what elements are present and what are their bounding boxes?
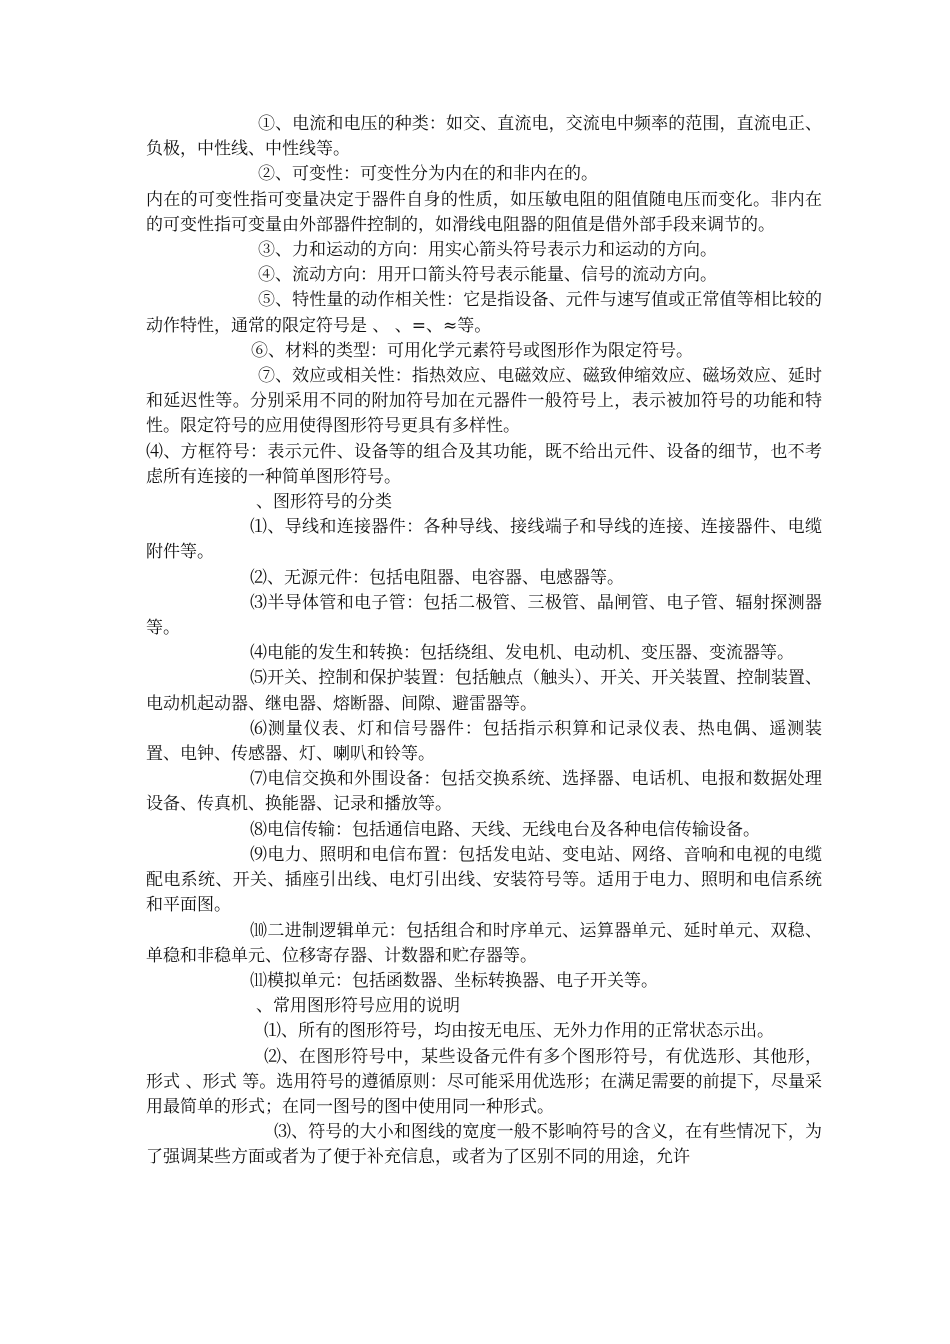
list-item-conductors: ⑴、导线和连接器件：各种导线、接线端子和导线的连接、连接器件、电缆附件等。 [146,517,822,563]
heading-usage-notes: 、常用图形符号应用的说明 [256,996,460,1017]
note-symbol-forms: ⑵、在图形符号中，某些设备元件有多个图形符号，有优选形、其他形，形式 、形式 等。选用符号的遵循原则：尽可能采用优选形；在满足需要的前提下，尽量采用最简单的形式；在同一图号的图中使用同一种形式。 [146,1046,822,1117]
list-item-telecom-transmission: ⑻电信传输：包括通信电路、天线、无线电台及各种电信传输设备。 [250,819,760,840]
paragraph-block-symbol: ⑷、方框符号：表示元件、设备等的组合及其功能，既不给出元件、设备的细节，也不考虑所有连接的一种简单图形符号。 [146,441,822,487]
paragraph-variability: ②、可变性：可变性分为内在的和非内在的。 [258,164,598,185]
list-item-binary-logic: ⑽二进制逻辑单元：包括组合和时序单元、运算器单元、延时单元、双稳、单稳和非稳单元、位移寄存器、计数器和贮存器等。 [146,920,822,966]
paragraph-material-type: ⑥、材料的类型：可用化学元素符号或图形作为限定符号。 [251,340,693,361]
paragraph-current-voltage-type: ①、电流和电压的种类：如交、直流电，交流电中频率的范围，直流电正、负极，中性线、中性线等。 [146,114,822,160]
paragraph-force-motion-direction: ③、力和运动的方向：用实心箭头符号表示力和运动的方向。 [258,240,717,261]
note-symbol-size: ⑶、符号的大小和图线的宽度一般不影响符号的含义，在有些情况下，为了强调某些方面或者为了便于补充信息，或者为了区别不同的用途，允许 [146,1122,822,1168]
document-body [146,112,822,1171]
paragraph-internal-variability: 内在的可变性指可变量决定于器件自身的性质，如压敏电阻的阻值随电压而变化。非内在的可变性指可变量由外部器件控制的，如滑线电阻器的阻值是借外部手段来调节的。 [146,189,822,235]
list-item-power-lighting-layout: ⑼电力、照明和电信布置：包括发电站、变电站、网络、音响和电视的电缆配电系统、开关、插座引出线、电灯引出线、安装符号等。适用于电力、照明和电信系统和平面图。 [146,844,822,916]
paragraph-effect-dependency: ⑦、效应或相关性：指热效应、电磁效应、磁致伸缩效应、磁场效应、延时和延迟性等。分别采用不同的附加符号加在元器件一般符号上，表示被加符号的功能和特性。限定符号的应用使得图形符号更具有多样性。 [146,366,822,437]
list-item-switches-control: ⑸开关、控制和保护装置：包括触点（触头）、开关、开关装置、控制装置、电动机起动器、继电器、熔断器、间隙、避雷器等。 [146,668,822,714]
paragraph-characteristic-quantity: ⑤、特性量的动作相关性：它是指设备、元件与速写值或正常值等相比较的动作特性，通常的限定符号是 、 、=、≈等。 [146,290,822,336]
list-item-measuring-instruments: ⑹测量仪表、灯和信号器件：包括指示积算和记录仪表、热电偶、遥测装置、电钟、传感器、灯、喇叭和铃等。 [146,718,822,765]
heading-symbol-classification: 、图形符号的分类 [256,492,392,513]
list-item-analog-units: ⑾模拟单元：包括函数器、坐标转换器、电子开关等。 [250,970,658,991]
list-item-power-generation: ⑷电能的发生和转换：包括绕组、发电机、电动机、变压器、变流器等。 [250,643,794,664]
list-item-passive-components: ⑵、无源元件：包括电阻器、电容器、电感器等。 [250,567,624,588]
list-item-telecom-switching: ⑺电信交换和外围设备：包括交换系统、选择器、电话机、电报和数据处理设备、传真机、换能器、记录和播放等。 [146,769,822,815]
list-item-semiconductors: ⑶半导体管和电子管：包括二极管、三极管、晶闸管、电子管、辐射探测器等。 [146,592,822,639]
note-normal-state: ⑴、所有的图形符号，均由按无电压、无外力作用的正常状态示出。 [264,1021,774,1042]
paragraph-flow-direction: ④、流动方向：用开口箭头符号表示能量、信号的流动方向。 [258,265,717,286]
